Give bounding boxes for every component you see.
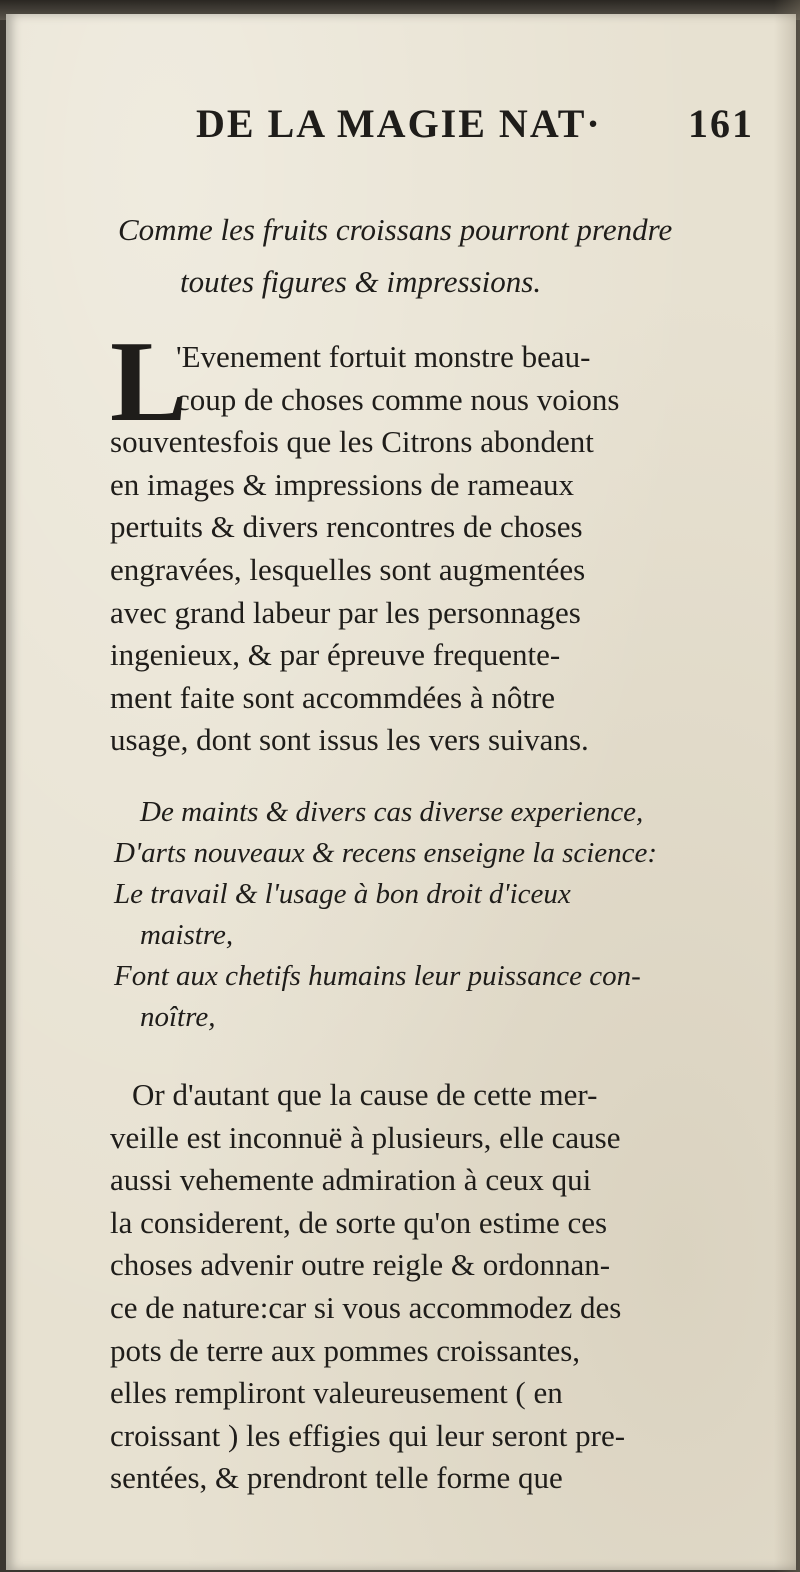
text-line: croissant ) les effigies qui leur seront pre- bbox=[110, 1417, 626, 1453]
text-line: choses advenir outre reigle & ordonnan- bbox=[110, 1247, 611, 1283]
running-header bbox=[196, 100, 776, 147]
drop-cap: L bbox=[110, 318, 188, 446]
text-line: 'Evenement fortuit monstre beau- bbox=[176, 339, 591, 374]
text-line: engravées, lesquelles sont augmentées bbox=[110, 551, 586, 587]
chapter-title-line-2: toutes figures & impressions. bbox=[180, 264, 542, 299]
paragraph-1 bbox=[110, 336, 770, 762]
text-line: coup de choses comme nous voions bbox=[176, 381, 620, 417]
text-line: en images & impressions de rameaux bbox=[110, 466, 575, 502]
text-line: pots de terre aux pommes croissantes, bbox=[110, 1332, 581, 1368]
book-page bbox=[6, 14, 796, 1570]
paragraph-2 bbox=[110, 1074, 770, 1500]
page-number: 161 bbox=[688, 101, 754, 146]
text-line: elles rempliront valeureusement ( en bbox=[110, 1375, 563, 1411]
text-line: la considerent, de sorte qu'on estime ces bbox=[110, 1204, 608, 1240]
verse-block bbox=[114, 792, 784, 1038]
text-line: Or d'autant que la cause de cette mer- bbox=[132, 1077, 598, 1112]
text-line: avec grand labeur par les personnages bbox=[110, 594, 581, 630]
text-line: usage, dont sont issus les vers suivans. bbox=[110, 722, 589, 758]
verse-line: maistre, bbox=[140, 919, 234, 951]
verse-line: Font aux chetifs humains leur puissance con- bbox=[114, 960, 641, 992]
text-line: ment faite sont accommdées à nôtre bbox=[110, 679, 556, 715]
verse-line: D'arts nouveaux & recens enseigne la science: bbox=[114, 837, 658, 869]
verse-line: noître, bbox=[140, 1001, 216, 1033]
running-title: DE LA MAGIE NAT· bbox=[196, 101, 602, 146]
chapter-title-line-1: Comme les fruits croissans pourront prendre bbox=[118, 212, 673, 247]
text-line: sentées, & prendront telle forme que bbox=[110, 1460, 563, 1496]
text-line: aussi vehemente admiration à ceux qui bbox=[110, 1162, 592, 1198]
verse-line: De maints & divers cas diverse experience, bbox=[140, 796, 644, 828]
text-line: ce de nature:car si vous accommodez des bbox=[110, 1289, 622, 1325]
chapter-title bbox=[118, 204, 778, 308]
text-line: ingenieux, & par épreuve frequente- bbox=[110, 637, 561, 673]
text-line: souventesfois que les Citrons abondent bbox=[110, 424, 594, 460]
verse-line: Le travail & l'usage à bon droit d'iceux bbox=[114, 878, 571, 910]
text-line: pertuits & divers rencontres de choses bbox=[110, 509, 583, 545]
text-line: veille est inconnuë à plusieurs, elle cause bbox=[110, 1119, 621, 1155]
